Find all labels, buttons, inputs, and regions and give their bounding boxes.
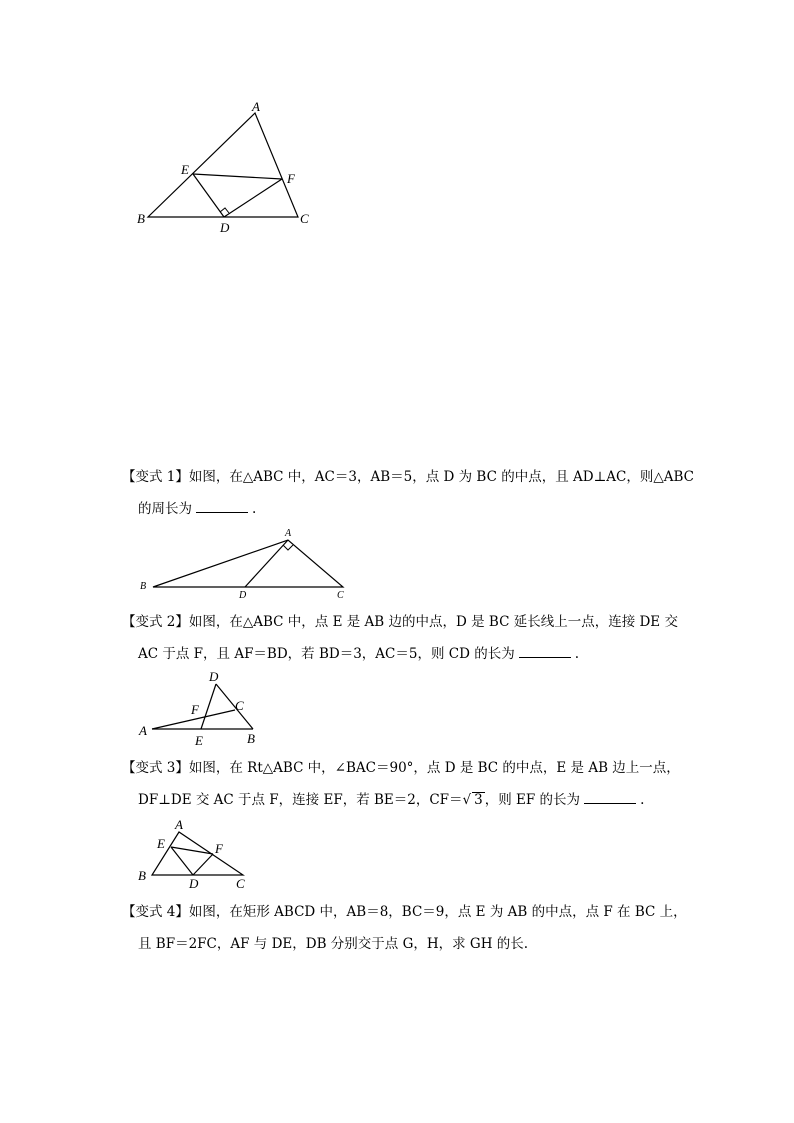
triangle-abc <box>148 113 298 217</box>
variant-2-period: . <box>574 646 580 662</box>
answer-blank-3[interactable] <box>584 791 636 804</box>
variant-2-problem <box>122 606 682 670</box>
variant-1-text: 的周长为 <box>138 501 192 517</box>
label-a-v2: A <box>139 723 147 738</box>
main-triangle-figure <box>130 95 320 240</box>
answer-blank-1[interactable] <box>196 500 248 513</box>
label-d: D <box>220 220 230 235</box>
variant-3-line-2 <box>122 784 682 816</box>
label-b: B <box>137 211 145 226</box>
variant-1-problem <box>122 461 694 525</box>
variant-4-line-2: 且 BF＝2FC，AF 与 DE，DB 分别交于点 G，H，求 GH 的长. <box>138 936 529 952</box>
variant-3-text-a: DF⊥DE 交 AC 于点 F，连接 EF，若 BE＝2，CF＝ <box>138 792 463 808</box>
variant-1-period: . <box>252 501 257 517</box>
label-b-v3: B <box>138 868 146 883</box>
variant-4-problem <box>122 896 687 960</box>
label-d-v2: D <box>209 669 219 684</box>
variant-1-figure <box>135 525 355 600</box>
segment-ed-v3 <box>171 847 193 875</box>
label-e: E <box>181 162 189 177</box>
segment-df <box>224 179 282 217</box>
label-c-v2: C <box>235 698 244 713</box>
variant-2-figure <box>135 668 270 750</box>
variant-2-text: AC 于点 F，且 AF＝BD，若 BD＝3，AC＝5，则 CD 的长为 <box>138 646 515 662</box>
label-e-v3: E <box>157 836 165 851</box>
label-e-v2: E <box>195 733 203 748</box>
label-f: F <box>287 171 295 186</box>
segment-ed <box>193 174 224 217</box>
variant-3-problem <box>122 752 682 816</box>
variant-1-line-1: 【变式 1】如图，在△ABC 中，AC＝3，AB＝5，点 D 为 BC 的中点，且 AD⊥AC，则△ABC <box>122 469 694 485</box>
variant-3-period: . <box>640 792 645 808</box>
sqrt-value: 3 <box>474 792 483 808</box>
variant-4-line-1: 【变式 4】如图，在矩形 ABCD 中，AB＝8，BC＝9，点 E 为 AB 的中点，点 F 在 BC 上， <box>122 904 687 920</box>
label-a-v3: A <box>175 817 183 832</box>
label-c: C <box>300 211 309 226</box>
label-a: A <box>252 99 260 114</box>
label-c-v1: C <box>337 590 344 601</box>
variant-2-line-1: 【变式 2】如图，在△ABC 中，点 E 是 AB 边的中点，D 是 BC 延长线上一点，连接 DE 交 <box>122 614 678 630</box>
sqrt-sign: √ <box>462 792 472 808</box>
variant-1-line-2 <box>122 493 682 525</box>
label-b-v1: B <box>140 581 147 592</box>
label-a-v1: A <box>285 528 292 539</box>
label-b-v2: B <box>247 731 255 746</box>
right-angle-mark <box>220 208 229 213</box>
label-c-v3: C <box>236 876 245 891</box>
variant-2-line-2 <box>122 638 682 670</box>
segment-de-v2 <box>201 684 216 729</box>
label-f-v3: F <box>215 841 223 856</box>
triangle-abc-v1 <box>153 540 343 587</box>
variant-3-text-b: ，则 EF 的长为 <box>484 792 581 808</box>
right-angle-mark-v1 <box>283 545 293 550</box>
triangle-abc-v3 <box>152 832 243 875</box>
label-d-v1: D <box>239 590 247 601</box>
label-d-v3: D <box>189 876 199 891</box>
answer-blank-2[interactable] <box>519 645 571 658</box>
segment-ef <box>193 174 282 179</box>
variant-3-line-1: 【变式 3】如图，在 Rt△ABC 中，∠BAC＝90°，点 D 是 BC 的中点，E 是 AB 边上一点， <box>122 760 680 776</box>
variant-3-figure <box>135 816 260 894</box>
label-f-v2: F <box>191 702 199 717</box>
segment-df-v3 <box>193 854 213 875</box>
